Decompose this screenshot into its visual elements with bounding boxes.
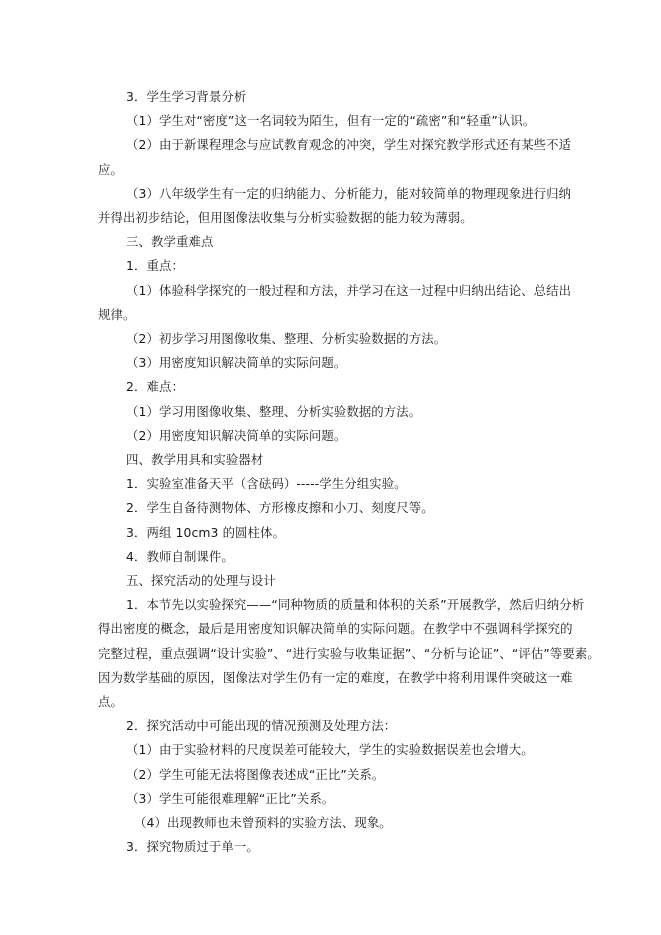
paragraph-line: （1）体验科学探究的一般过程和方法，并学习在这一过程中归纳出结论、总结出 bbox=[126, 282, 572, 298]
paragraph-line: 完整过程，重点强调“设计实验”、“进行实验与收集证据”、“分析与论证”、“评估”等要素。 bbox=[98, 645, 600, 661]
paragraph-line: 因为数学基础的原因，图像法对学生仍有一定的难度，在教学中将利用课件突破这一难 bbox=[98, 669, 573, 685]
paragraph-line: （1）学习用图像收集、整理、分析实验数据的方法。 bbox=[126, 403, 422, 419]
list-item: 1．实验室准备天平（含砝码）-----学生分组实验。 bbox=[126, 476, 407, 492]
paragraph-line: 1．本节先以实验探究——“同种物质的质量和体积的关系”开展教学，然后归纳分析 bbox=[126, 597, 585, 613]
paragraph-line: （2）由于新课程理念与应试教育观念的冲突，学生对探究教学形式还有某些不适 bbox=[126, 137, 572, 153]
list-item: 4．教师自制课件。 bbox=[126, 548, 234, 564]
subsection-heading: 1．重点： bbox=[126, 258, 184, 274]
paragraph-line: 规律。 bbox=[98, 306, 136, 322]
paragraph-line: （2）初步学习用图像收集、整理、分析实验数据的方法。 bbox=[126, 331, 447, 347]
document-body bbox=[98, 85, 600, 860]
paragraph-line: 应。 bbox=[98, 161, 123, 177]
subsection-heading: 3．探究物质过于单一。 bbox=[126, 839, 259, 855]
section-heading: 四、教学用具和实验器材 bbox=[126, 452, 264, 468]
list-item: （1）由于实验材料的尺度误差可能较大，学生的实验数据误差也会增大。 bbox=[126, 742, 534, 758]
section-heading: 3．学生学习背景分析 bbox=[126, 89, 247, 104]
paragraph-line: 点。 bbox=[98, 694, 123, 710]
paragraph-line: （3）八年级学生有一定的归纳能力、分析能力，能对较简单的物理现象进行归纳 bbox=[126, 185, 572, 201]
list-item: 2．学生自备待测物体、方形橡皮擦和小刀、刻度尺等。 bbox=[126, 500, 434, 516]
paragraph-line: （2）用密度知识解决简单的实际问题。 bbox=[126, 427, 347, 443]
paragraph-line: （3）用密度知识解决简单的实际问题。 bbox=[126, 355, 347, 371]
section-heading: 三、教学重难点 bbox=[126, 234, 214, 250]
section-heading: 五、探究活动的处理与设计 bbox=[126, 573, 276, 589]
list-item: （2）学生可能无法将图像表述成“正比”关系。 bbox=[126, 766, 385, 782]
paragraph-line: 并得出初步结论，但用图像法收集与分析实验数据的能力较为薄弱。 bbox=[98, 210, 473, 226]
list-item: （4）出现教师也未曾预料的实验方法、现象。 bbox=[134, 815, 392, 831]
subsection-heading: 2．难点： bbox=[126, 379, 184, 395]
list-item: （3）学生可能很难理解“正比”关系。 bbox=[126, 790, 335, 806]
list-item: 3．两组 10cm3 的圆柱体。 bbox=[126, 524, 286, 540]
paragraph-line: （1）学生对“密度”这一名词较为陌生，但有一定的“疏密”和“轻重”认识。 bbox=[126, 113, 536, 129]
paragraph-line: 得出密度的概念，最后是用密度知识解决简单的实际问题。在教学中不强调科学探究的 bbox=[98, 621, 573, 637]
subsection-heading: 2．探究活动中可能出现的情况预测及处理方法： bbox=[126, 718, 397, 734]
